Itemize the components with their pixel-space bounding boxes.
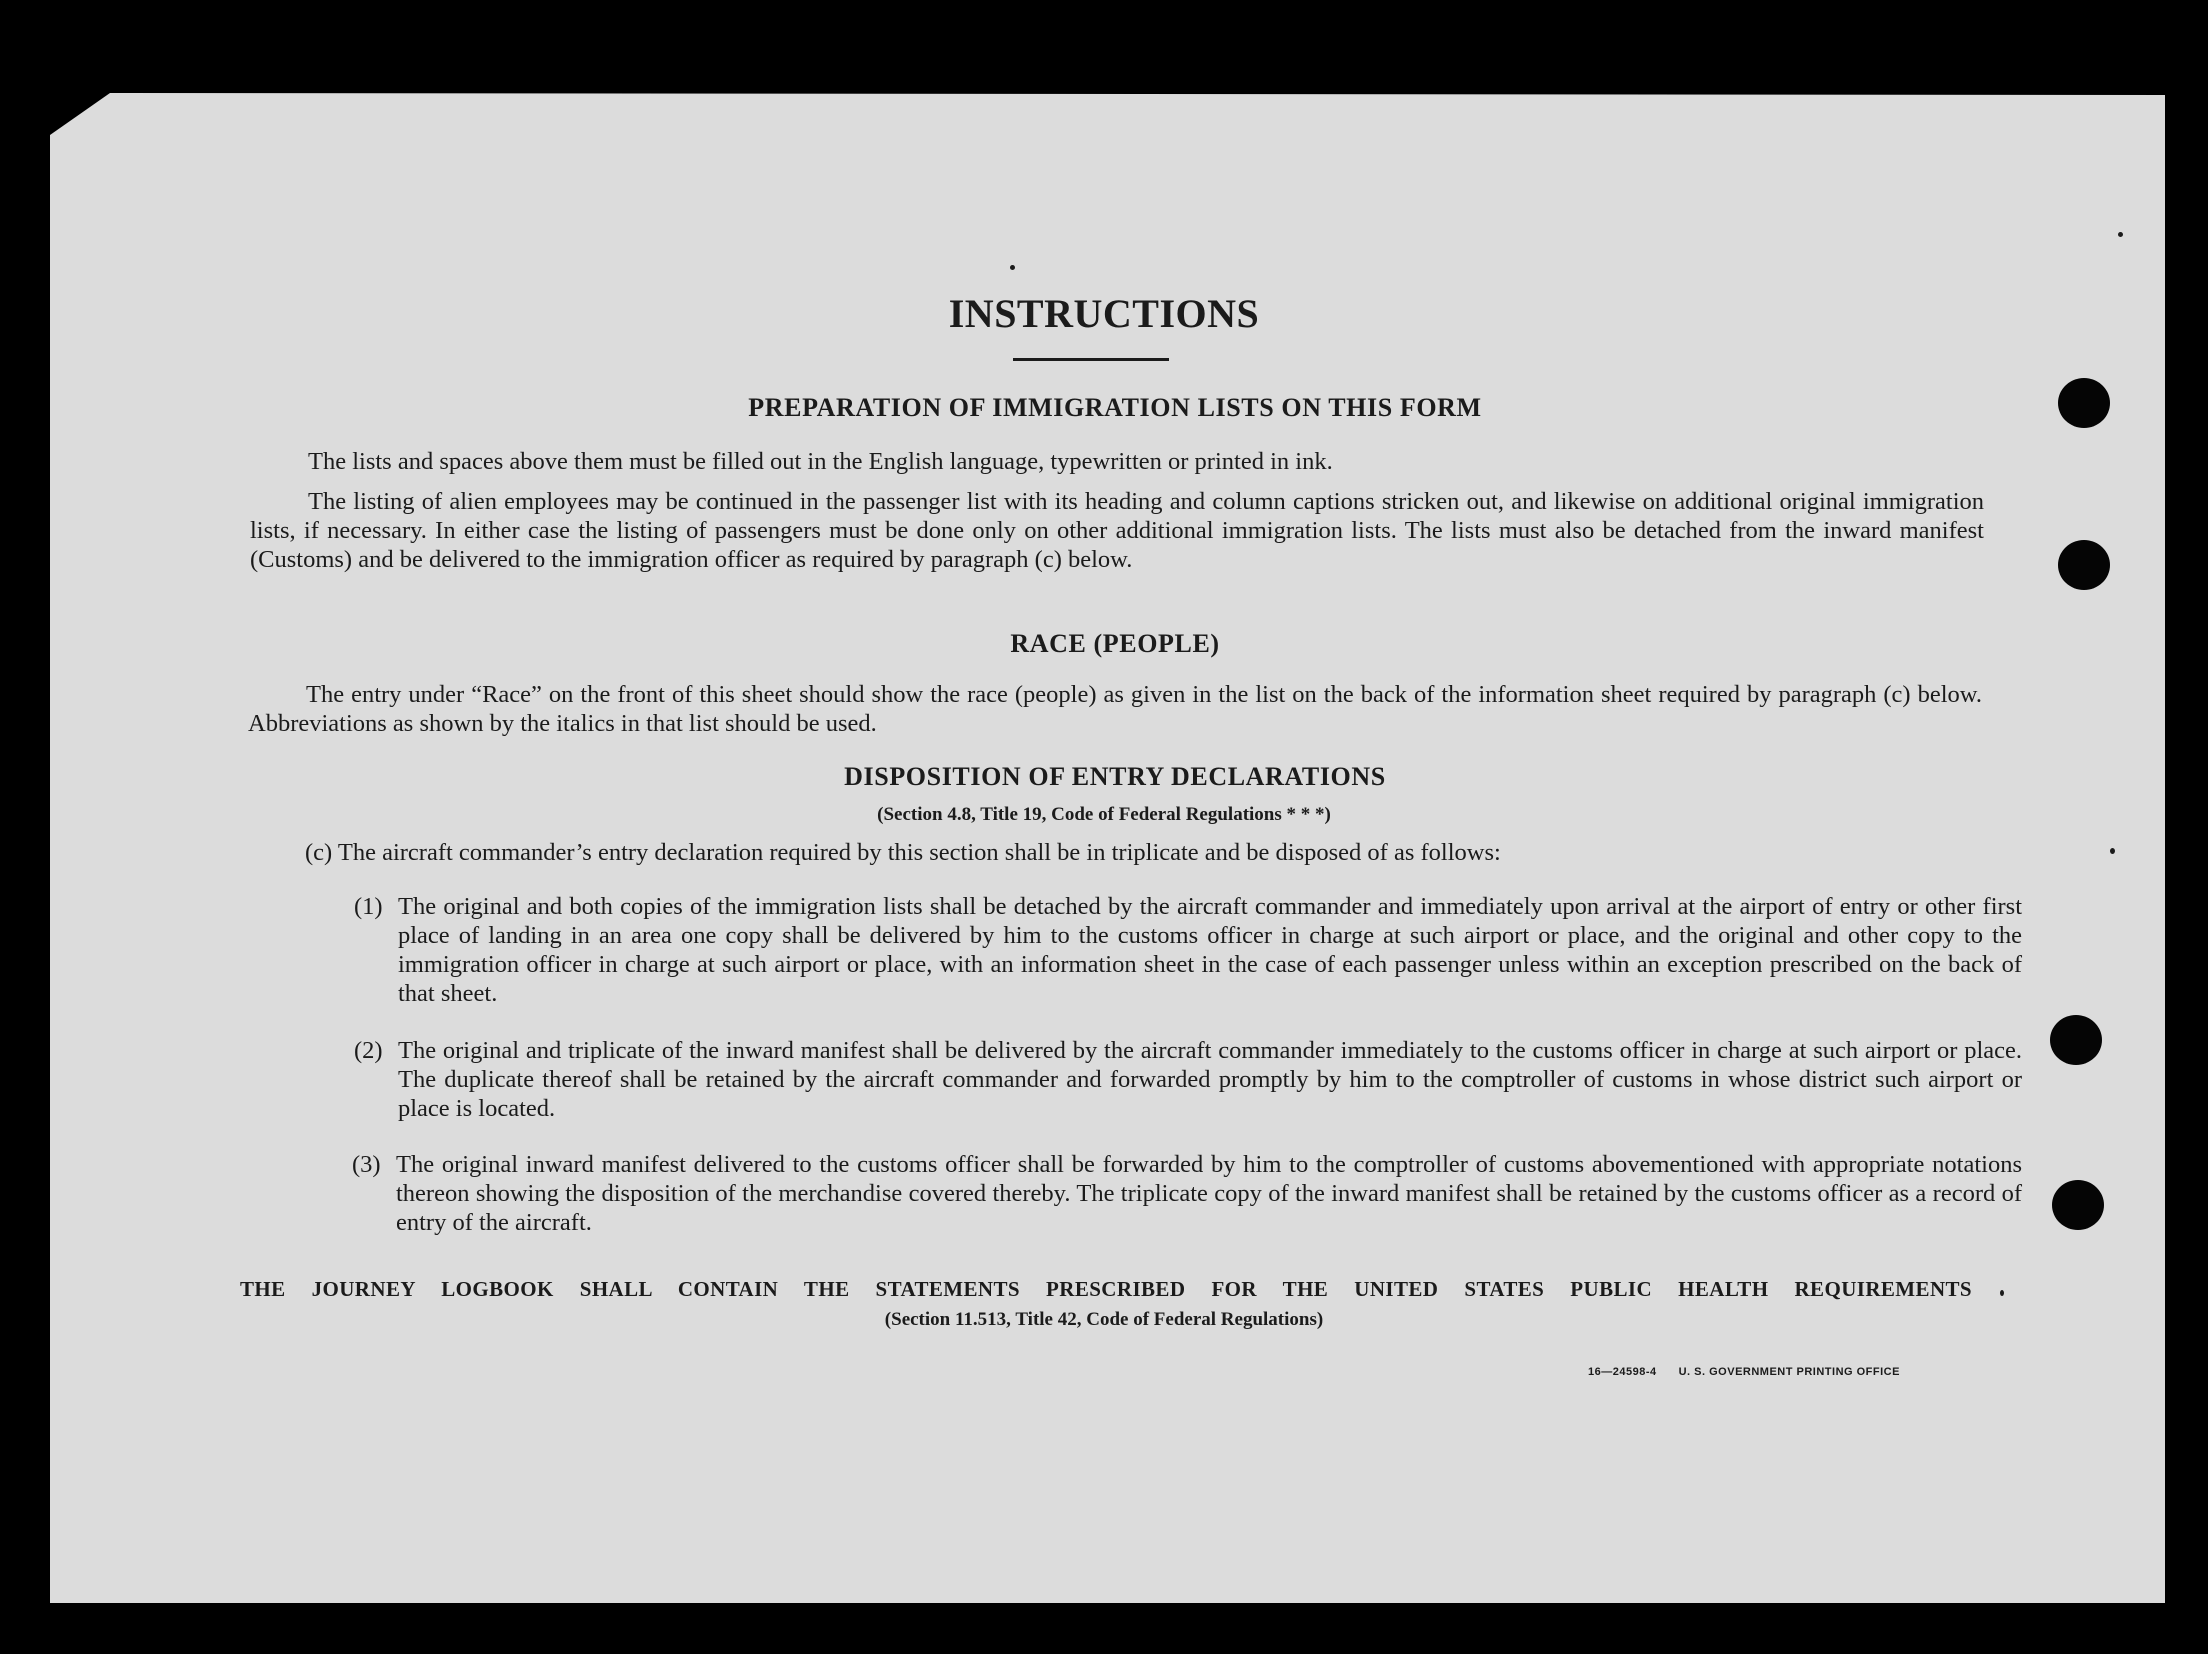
public-health-statement: THE JOURNEY LOGBOOK SHALL CONTAIN THE STATEMENTS PRESCRIBED FOR THE UNITED STATES PUBLIC HEALTH REQUIREMENTS	[240, 1277, 1972, 1301]
bleed-through-text	[880, 128, 885, 158]
item-text: The original inward manifest delivered to the customs officer shall be forwarded by him to the comptroller of customs abovementioned with appropriate notations thereon showing the disposition of the merchandise covered thereby. The triplicate copy of the inward manifest shall be retained by the customs officer as a record of entry of the aircraft.	[396, 1151, 2022, 1236]
punch-hole	[2050, 1015, 2102, 1065]
paragraph-race: The entry under “Race” on the front of this sheet should show the race (people) as given in the list on the back of the information sheet required by paragraph (c) below. Abbreviations as shown by the italics in that list should be used.	[248, 681, 1982, 737]
printer-name: U. S. GOVERNMENT PRINTING OFFICE	[1678, 1366, 1900, 1378]
section-heading-race: RACE (PEOPLE)	[1010, 629, 1220, 658]
speck	[2110, 848, 2115, 854]
paragraph-preparation-2: The listing of alien employees may be continued in the passenger list with its heading and column captions stricken out, and likewise on additional original immigration lists, if necessary. In either case the listing of passengers must be done only on other additional immigration lists. The lists must also be detached from the inward manifest (Customs) and be delivered to the immigration officer as required by paragraph (c) below.	[250, 488, 1984, 573]
section-heading-preparation: PREPARATION OF IMMIGRATION LISTS ON THIS FORM	[748, 393, 1482, 422]
title-underline	[1013, 358, 1169, 361]
public-health-citation: (Section 11.513, Title 42, Code of Federal Regulations)	[884, 1309, 1324, 1330]
paragraph-disposition-c: (c) The aircraft commander’s entry declaration required by this section shall be in triplicate and be disposed of as follows:	[305, 839, 1501, 866]
page-title: INSTRUCTIONS	[948, 291, 1260, 336]
list-item	[354, 892, 2022, 1008]
form-number: 16—24598-4	[1588, 1366, 1657, 1378]
speck	[1010, 265, 1015, 270]
paragraph-preparation-1: The lists and spaces above them must be filled out in the English language, typewritten or printed in ink.	[308, 448, 1333, 475]
item-text: The original and triplicate of the inward manifest shall be delivered by the aircraft commander immediately to the customs officer in charge at such airport or place. The duplicate thereof shall be retained by the aircraft commander and forwarded promptly by him to the comptroller of customs in whose district such airport or place is located.	[398, 1037, 2022, 1122]
list-item	[352, 1150, 2022, 1237]
item-number: (3)	[352, 1151, 381, 1178]
printer-imprint	[1588, 1366, 1922, 1378]
item-text: The original and both copies of the immigration lists shall be detached by the aircraft commander and immediately upon arrival at the airport of entry or other first place of landing in an area one copy shall be delivered by him to the customs officer in charge at such airport or place, and the original and other copy to the immigration officer in charge at such airport or place, with an information sheet in the case of each passenger unless within an exception prescribed on the back of that sheet.	[398, 893, 2022, 1007]
speck	[2000, 1290, 2004, 1296]
section-subheading-disposition: (Section 4.8, Title 19, Code of Federal Regulations * * *)	[877, 804, 1331, 825]
item-number: (2)	[354, 1037, 383, 1064]
section-heading-disposition: DISPOSITION OF ENTRY DECLARATIONS	[844, 762, 1386, 791]
punch-hole	[2058, 540, 2110, 590]
item-number: (1)	[354, 893, 383, 920]
list-item	[354, 1036, 2022, 1123]
speck	[2118, 232, 2123, 237]
punch-hole	[2052, 1180, 2104, 1230]
